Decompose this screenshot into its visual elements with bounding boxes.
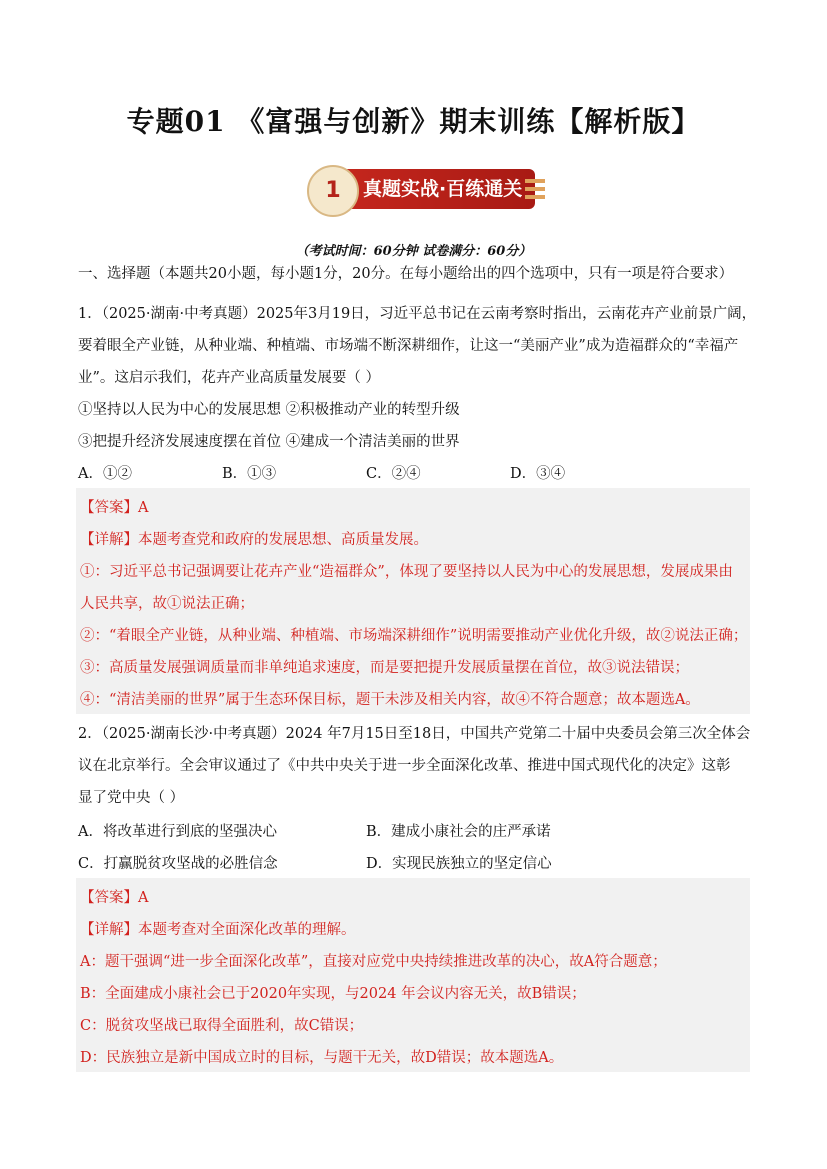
- q2-answer-box: [76, 878, 750, 1072]
- q2-analysis-line: A：题干强调“进一步全面深化改革”，直接对应党中央持续推进改革的决心，故A符合题意；: [80, 954, 667, 970]
- q2-analysis-line: 【详解】本题考查对全面深化改革的理解。: [80, 922, 356, 938]
- banner-decoration: [525, 187, 545, 191]
- q1-analysis-line: ②：“着眼全产业链，从种业端、种植端、市场端深耕细作”说明需要推动产业优化升级，故②说法正确；: [80, 628, 748, 644]
- banner-label: 真题实战·百练通关: [363, 178, 523, 200]
- q1-option-c: C．②④: [366, 466, 421, 482]
- q1-analysis-line: ①：习近平总书记强调要让花卉产业“造福群众”，体现了要坚持以人民为中心的发展思想，发展成果由: [80, 564, 733, 580]
- banner-number-badge: 1: [307, 165, 359, 217]
- q1-option-b: B．①③: [222, 466, 277, 482]
- q2-stem-line: 2．（2025·湖南长沙·中考真题）2024 年7月15日至18日，中国共产党第二十届中央委员会第三次全体会: [78, 726, 751, 742]
- q1-answer: 【答案】A: [80, 500, 149, 516]
- q1-analysis-line: ④：“清洁美丽的世界”属于生态环保目标，题干未涉及相关内容，故④不符合题意；故本题选A。: [80, 692, 700, 708]
- q1-analysis-line: ③：高质量发展强调质量而非单纯追求速度，而是要把提升发展质量摆在首位，故③说法错误；: [80, 660, 689, 676]
- q2-analysis-line: C：脱贫攻坚战已取得全面胜利，故C错误；: [80, 1018, 364, 1034]
- q2-option-d: D．实现民族独立的坚定信心: [366, 856, 552, 872]
- section-banner: [305, 163, 545, 219]
- q1-analysis-line: 人民共享，故①说法正确；: [80, 596, 254, 612]
- q2-option-b: B．建成小康社会的庄严承诺: [366, 824, 551, 840]
- q1-stem-line: 1．（2025·湖南·中考真题）2025年3月19日，习近平总书记在云南考察时指出，云南花卉产业前景广阔，: [78, 306, 757, 322]
- q2-stem-line: 显了党中央（ ）: [78, 790, 185, 806]
- banner-decoration: [525, 179, 545, 183]
- q2-option-c: C．打赢脱贫攻坚战的必胜信念: [78, 856, 278, 872]
- q2-analysis-line: B：全面建成小康社会已于2020年实现，与2024 年会议内容无关，故B错误；: [80, 986, 586, 1002]
- q1-option-a: A．①②: [78, 466, 132, 482]
- q2-answer: 【答案】A: [80, 890, 149, 906]
- q1-analysis-line: 【详解】本题考查党和政府的发展思想、高质量发展。: [80, 532, 428, 548]
- q1-option-d: D．③④: [510, 466, 566, 482]
- section-heading: 一、选择题（本题共20小题，每小题1分，20分。在每小题给出的四个选项中，只有一项是符合要求）: [78, 266, 734, 282]
- q1-stem-line: 要着眼全产业链，从种业端、种植端、市场端不断深耕细作，让这一“美丽产业”成为造福群众的“幸福产: [78, 338, 739, 354]
- q2-stem-line: 议在北京举行。全会审议通过了《中共中央关于进一步全面深化改革、推进中国式现代化的决定》这彰: [78, 758, 731, 774]
- page-title: 专题01 《富强与创新》期末训练【解析版】: [126, 105, 701, 138]
- q1-stem-line: 业”。这启示我们，花卉产业高质量发展要（ ）: [78, 370, 381, 386]
- q1-answer-box: [76, 488, 750, 714]
- exam-info: （考试时间：60分钟 试卷满分：60分）: [295, 244, 532, 259]
- q2-option-a: A．将改革进行到底的坚强决心: [78, 824, 277, 840]
- q1-statement: ①坚持以人民为中心的发展思想 ②积极推动产业的转型升级: [78, 402, 460, 418]
- q2-analysis-line: D：民族独立是新中国成立时的目标，与题干无关，故D错误；故本题选A。: [80, 1050, 564, 1066]
- q1-statement: ③把提升经济发展速度摆在首位 ④建成一个清洁美丽的世界: [78, 434, 460, 450]
- banner-decoration: [525, 195, 545, 199]
